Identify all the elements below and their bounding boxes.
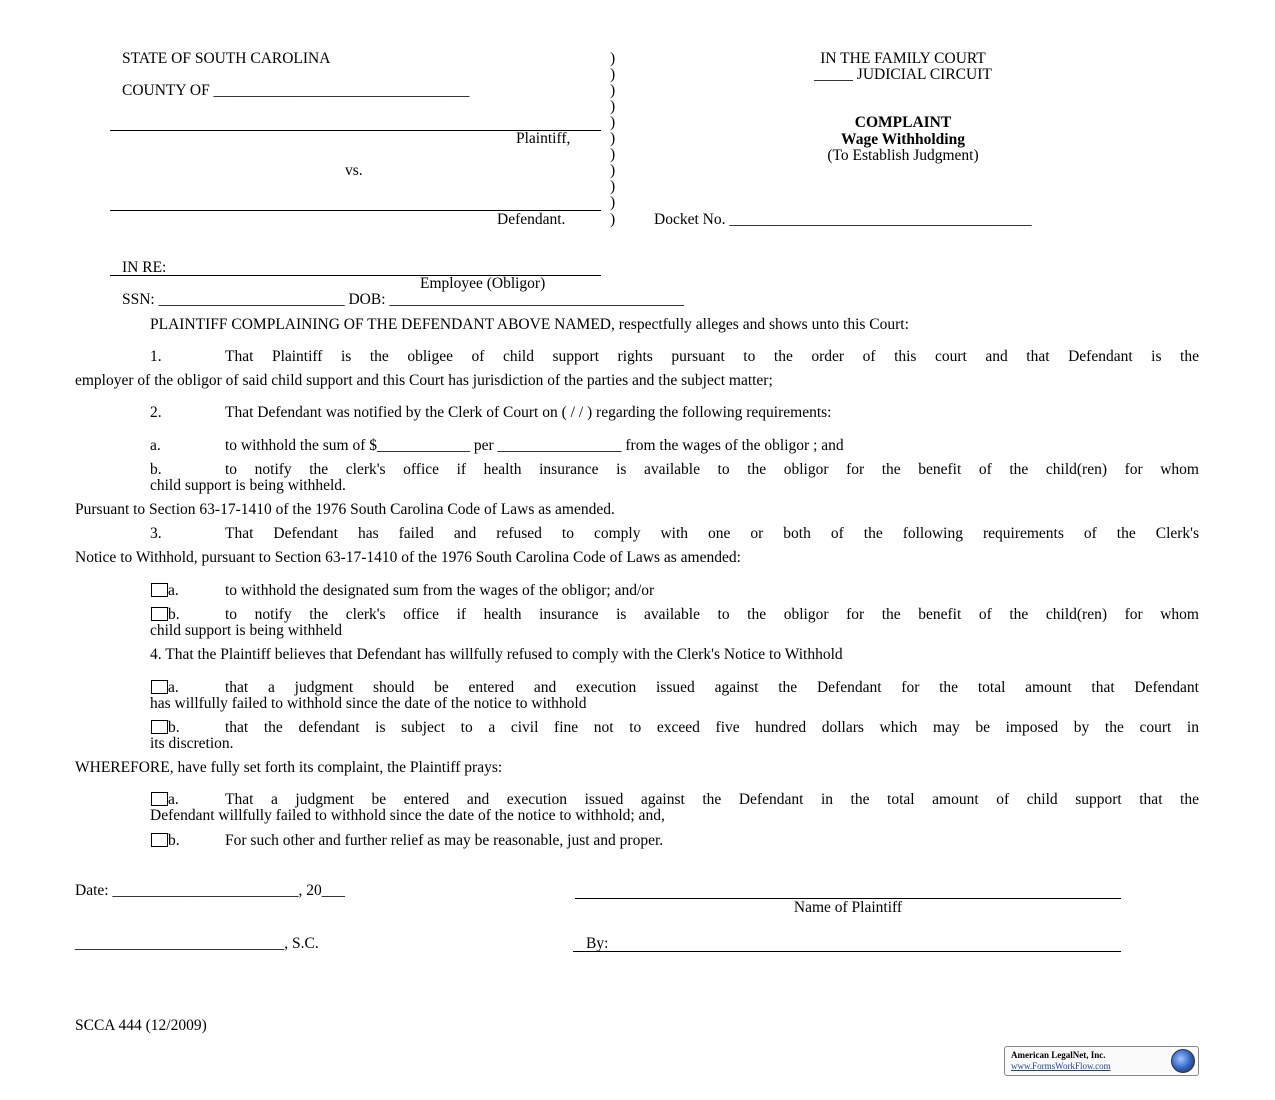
paragraph-1-line-1: That Plaintiff is the obligee of child support rights pursuant to the order of this court and that Defendant is the: [225, 348, 1199, 365]
county-field[interactable]: COUNTY OF _________________________________: [122, 82, 470, 99]
paren: ): [610, 50, 616, 67]
paragraph-3b-line-2: child support is being withheld: [150, 622, 343, 639]
court-name: IN THE FAMILY COURT: [820, 50, 986, 67]
in-re-label: IN RE:: [122, 259, 167, 276]
prayer-a-line-2: Defendant willfully failed to withhold since the date of the notice to withhold; and,: [150, 807, 665, 824]
withhold-amount-fields[interactable]: to withhold the sum of $____________ per ________________ from the wages of the obligor ; and: [225, 437, 844, 454]
document-subtitle: Wage Withholding: [841, 131, 965, 148]
item-letter: a.: [150, 437, 161, 454]
paragraph-2b-line-2: child support is being withheld.: [150, 477, 346, 494]
intro-paragraph: PLAINTIFF COMPLAINING OF THE DEFENDANT ABOVE NAMED, respectfully alleges and shows unto this Court:: [150, 316, 909, 333]
document-subtitle-2: (To Establish Judgment): [827, 147, 979, 164]
state-label: STATE OF SOUTH CAROLINA: [122, 50, 331, 67]
globe-icon: [1171, 1049, 1195, 1073]
paragraph-3-line-1: That Defendant has failed and refused to comply with one or both of the following requirements of the Clerk's: [225, 525, 1199, 542]
checkbox-4a[interactable]: [151, 680, 168, 694]
paren: ): [610, 130, 616, 147]
ssn-dob-fields[interactable]: SSN: ________________________ DOB: ______________________________________: [122, 291, 684, 308]
wherefore-clause: WHEREFORE, have fully set forth its complaint, the Plaintiff prays:: [75, 759, 503, 776]
paragraph-1-line-2: employer of the obligor of said child support and this Court has jurisdiction of the parties and the subject matter;: [75, 372, 773, 389]
logo-url-link[interactable]: www.FormsWorkFlow.com: [1011, 1061, 1111, 1071]
paren: ): [610, 98, 616, 115]
form-id: SCCA 444 (12/2009): [75, 1017, 207, 1034]
checkbox-prayer-b[interactable]: [151, 833, 168, 847]
paragraph-3-line-2: Notice to Withhold, pursuant to Section 63-17-1410 of the 1976 South Carolina Code of Laws as amended:: [75, 549, 741, 566]
checkbox-3b[interactable]: [151, 607, 168, 621]
pursuant-statement: Pursuant to Section 63-17-1410 of the 1976 South Carolina Code of Laws as amended.: [75, 501, 615, 518]
paragraph-3a: to withhold the designated sum from the wages of the obligor; and/or: [225, 582, 655, 599]
item-letter: a.: [168, 582, 179, 599]
plaintiff-name-label: Name of Plaintiff: [793, 899, 903, 916]
paragraph-3b-line-1: to notify the clerk's office if health insurance is available to the obligor for the benefit of the child(ren) for whom: [225, 606, 1199, 623]
american-legalnet-logo[interactable]: [1004, 1046, 1199, 1076]
paren: ): [610, 162, 616, 179]
paragraph-4b-line-1: that the defendant is subject to a civil fine not to exceed five hundred dollars which may be imposed by the court in: [225, 719, 1199, 736]
checkbox-prayer-a[interactable]: [151, 792, 168, 806]
paragraph-2[interactable]: That Defendant was notified by the Clerk of Court on ( / / ) regarding the following requirements:: [225, 404, 832, 421]
by-label: By:: [586, 935, 609, 952]
paragraph-4b-line-2: its discretion.: [150, 735, 234, 752]
item-letter: b.: [168, 719, 180, 736]
item-number: 1.: [150, 348, 162, 365]
checkbox-3a[interactable]: [151, 583, 168, 597]
item-letter: b.: [168, 606, 180, 623]
item-letter: a.: [168, 791, 179, 808]
paren: ): [610, 82, 616, 99]
paragraph-2b-line-1: to notify the clerk's office if health insurance is available to the obligor for the benefit of the child(ren) for whom: [225, 461, 1199, 478]
defendant-label: Defendant.: [497, 211, 566, 228]
item-number: 2.: [150, 404, 162, 421]
location-field[interactable]: ___________________________, S.C.: [75, 935, 319, 952]
checkbox-4b[interactable]: [151, 720, 168, 734]
prayer-b: For such other and further relief as may be reasonable, just and proper.: [225, 832, 664, 849]
paren: ): [610, 114, 616, 131]
paragraph-4a-line-2: has willfully failed to withhold since the date of the notice to withhold: [150, 695, 587, 712]
item-number: 3.: [150, 525, 162, 542]
paren: ): [610, 66, 616, 83]
item-letter: b.: [150, 461, 162, 478]
paren: ): [610, 211, 616, 228]
item-letter: b.: [168, 832, 180, 849]
judicial-circuit-field[interactable]: _____ JUDICIAL CIRCUIT: [814, 66, 992, 83]
paren: ): [610, 194, 616, 211]
document-title: COMPLAINT: [854, 114, 952, 131]
employee-label: Employee (Obligor): [420, 275, 546, 292]
paren: ): [610, 146, 616, 163]
logo-company-name: American LegalNet, Inc.: [1011, 1050, 1106, 1060]
date-field[interactable]: Date: ________________________, 20___: [75, 882, 345, 899]
item-letter: a.: [168, 679, 179, 696]
paragraph-4: 4. That the Plaintiff believes that Defendant has willfully refused to comply with the Clerk's Notice to Withhold: [150, 646, 843, 663]
docket-number-field[interactable]: Docket No. _______________________________________: [654, 211, 1032, 228]
prayer-a-line-1: That a judgment be entered and execution issued against the Defendant in the total amount of child support that the: [225, 791, 1199, 808]
by-signature-line[interactable]: [573, 951, 1121, 952]
paren: ): [610, 178, 616, 195]
versus-label: vs.: [345, 162, 363, 179]
plaintiff-label: Plaintiff,: [516, 130, 571, 147]
paragraph-4a-line-1: that a judgment should be entered and execution issued against the Defendant for the total amount that Defendant: [225, 679, 1199, 696]
